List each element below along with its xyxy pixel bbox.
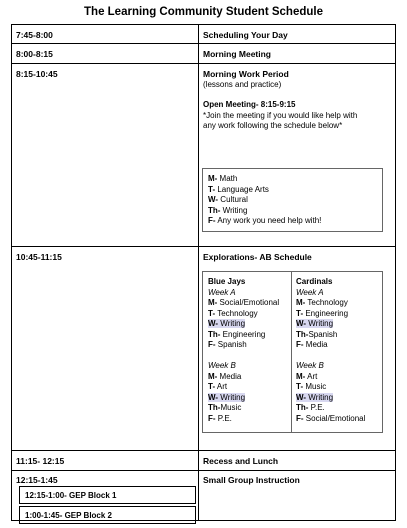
gep-block: 1:00-1:45- GEP Block 2 (19, 506, 196, 524)
explorations-box (202, 271, 383, 433)
list-item: W- Writing (208, 319, 246, 328)
join-note: *Join the meeting if you would like help with (203, 110, 358, 120)
schedule-table (11, 24, 396, 521)
list-item: T- Music (296, 382, 327, 391)
list-item: Th- P.E. (296, 403, 325, 412)
list-item: T- Art (208, 382, 228, 391)
open-meeting-heading: Open Meeting- 8:15-9:15 (203, 100, 296, 109)
group-blue-jays (208, 277, 279, 424)
list-item: W- Writing (208, 392, 246, 402)
activity-cell: Small Group Instruction (203, 475, 300, 485)
time-cell: 8:00-8:15 (16, 49, 53, 59)
list-item: Th-Spanish (296, 329, 338, 339)
join-note: any work following the schedule below* (203, 121, 343, 130)
table-row (12, 451, 395, 471)
activity-heading: Morning Work Period (203, 69, 289, 79)
list-item: T- Engineering (296, 308, 349, 318)
week-label: Week B (296, 361, 324, 370)
list-item: T- Language Arts (208, 184, 269, 194)
list-item: Th-Music (208, 403, 242, 412)
activity-cell: Morning Meeting (203, 49, 271, 59)
list-item: W- Writing (296, 319, 334, 328)
time-cell: 7:45-8:00 (16, 30, 53, 40)
time-cell: 12:15-1:45 (16, 475, 58, 485)
group-name: Blue Jays (208, 277, 246, 286)
week-label: Week A (208, 287, 236, 297)
week-label: Week A (296, 287, 324, 297)
list-item: W- Writing (296, 392, 334, 402)
list-item: M- Media (208, 371, 242, 381)
list-item: T- Technology (208, 308, 258, 318)
activity-cell: Recess and Lunch (203, 456, 279, 466)
list-item: F- Social/Emotional (296, 413, 366, 423)
open-meeting-days-box (202, 168, 383, 232)
activity-cell (203, 69, 357, 132)
activity-cell: Explorations- AB Schedule (203, 252, 312, 262)
list-item: Th- Engineering (208, 329, 266, 339)
list-item: M- Social/Emotional (208, 298, 280, 307)
table-row (12, 44, 395, 64)
list-item: M- Art (296, 371, 318, 381)
list-item: Th- Writing (208, 205, 248, 215)
list-item: F- Spanish (208, 340, 247, 349)
activity-note: (lessons and practice) (203, 79, 282, 89)
list-item: F- Any work you need help with! (208, 216, 322, 225)
list-item: W- Cultural (208, 195, 248, 204)
list-item: F- P.E. (208, 413, 232, 423)
group-cardinals (296, 277, 365, 424)
time-cell: 10:45-11:15 (16, 252, 62, 262)
time-cell: 8:15-10:45 (16, 69, 58, 79)
table-row (12, 64, 395, 247)
week-label: Week B (208, 361, 236, 370)
table-row (12, 25, 395, 44)
group-name: Cardinals (296, 277, 333, 286)
gep-block: 12:15-1:00- GEP Block 1 (19, 486, 196, 504)
activity-cell: Scheduling Your Day (203, 30, 288, 40)
table-row (12, 247, 395, 451)
list-item: F- Media (296, 340, 328, 349)
time-cell: 11:15- 12:15 (16, 456, 65, 466)
table-row (12, 471, 395, 520)
list-item: M- Math (208, 174, 238, 183)
page-title: The Learning Community Student Schedule (84, 6, 323, 18)
list-item: M- Technology (296, 298, 348, 307)
